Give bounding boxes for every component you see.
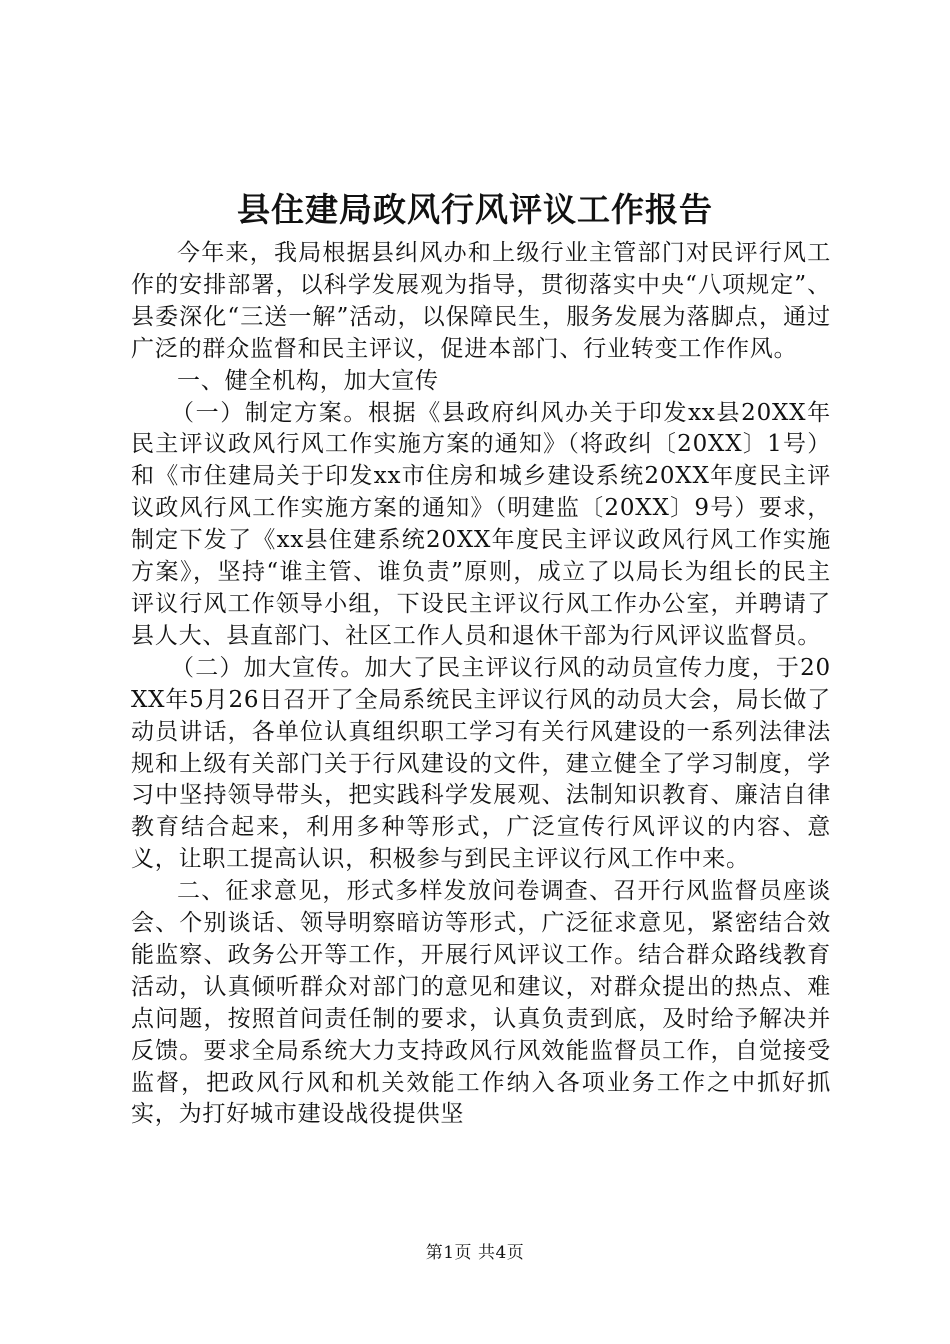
section-heading-1: 一、健全机构，加大宣传	[177, 367, 439, 394]
document-title: 县住建局政风行风评议工作报告	[237, 190, 713, 229]
document-body	[131, 238, 831, 1131]
page-number-footer: 第1页 共4页	[425, 1243, 525, 1263]
paragraph-intro: 今年来，我局根据县纠风办和上级行业主管部门对民评行风工作的安排部署，以科学发展观为指导，贯彻落实中央“八项规定”、县委深化“三送一解”活动，以保障民生，服务发展为落脚点，通过广泛的群众监督和民主评议，促进本部门、行业转变工作作风。	[131, 240, 831, 362]
paragraph-section-2: 二、征求意见，形式多样发放问卷调查、召开行风监督员座谈会、个别谈话、领导明察暗访等形式，广泛征求意见，紧密结合效能监察、政务公开等工作，开展行风评议工作。结合群众路线教育活动，认真倾听群众对部门的意见和建议，对群众提出的热点、难点问题，按照首问责任制的要求，认真负责到底，及时给予解决并反馈。要求全局系统大力支持政风行风效能监督员工作，自觉接受监督，把政风行风和机关效能工作纳入各项业务工作之中抓好抓实，为打好城市建设战役提供坚	[131, 878, 831, 1128]
paragraph-section-1-2: （二）加大宣传。加大了民主评议行风的动员宣传力度，于20XX年5月26日召开了全局系统民主评议行风的动员大会，局长做了动员讲话，各单位认真组织职工学习有关行风建设的一系列法律法规和上级有关部门关于行风建设的文件，建立健全了学习制度，学习中坚持领导带头，把实践科学发展观、法制知识教育、廉洁自律教育结合起来，利用多种等形式，广泛宣传行风评议的内容、意义，让职工提高认识，积极参与到民主评议行风工作中来。	[131, 654, 831, 873]
paragraph-section-1-1: （一）制定方案。根据《县政府纠风办关于印发xx县20XX年民主评议政风行风工作实施方案的通知》（将政纠〔20XX〕1号）和《市住建局关于印发xx市住房和城乡建设系统20XX年度民主评议政风行风工作实施方案的通知》（明建监〔20XX〕9号）要求，制定下发了《xx县住建系统20XX年度民主评议政风行风工作实施方案》，坚持“谁主管、谁负责”原则，成立了以局长为组长的民主评议行风工作领导小组，下设民主评议行风工作办公室，并聘请了县人大、县直部门、社区工作人员和退休干部为行风评议监督员。	[131, 399, 831, 649]
